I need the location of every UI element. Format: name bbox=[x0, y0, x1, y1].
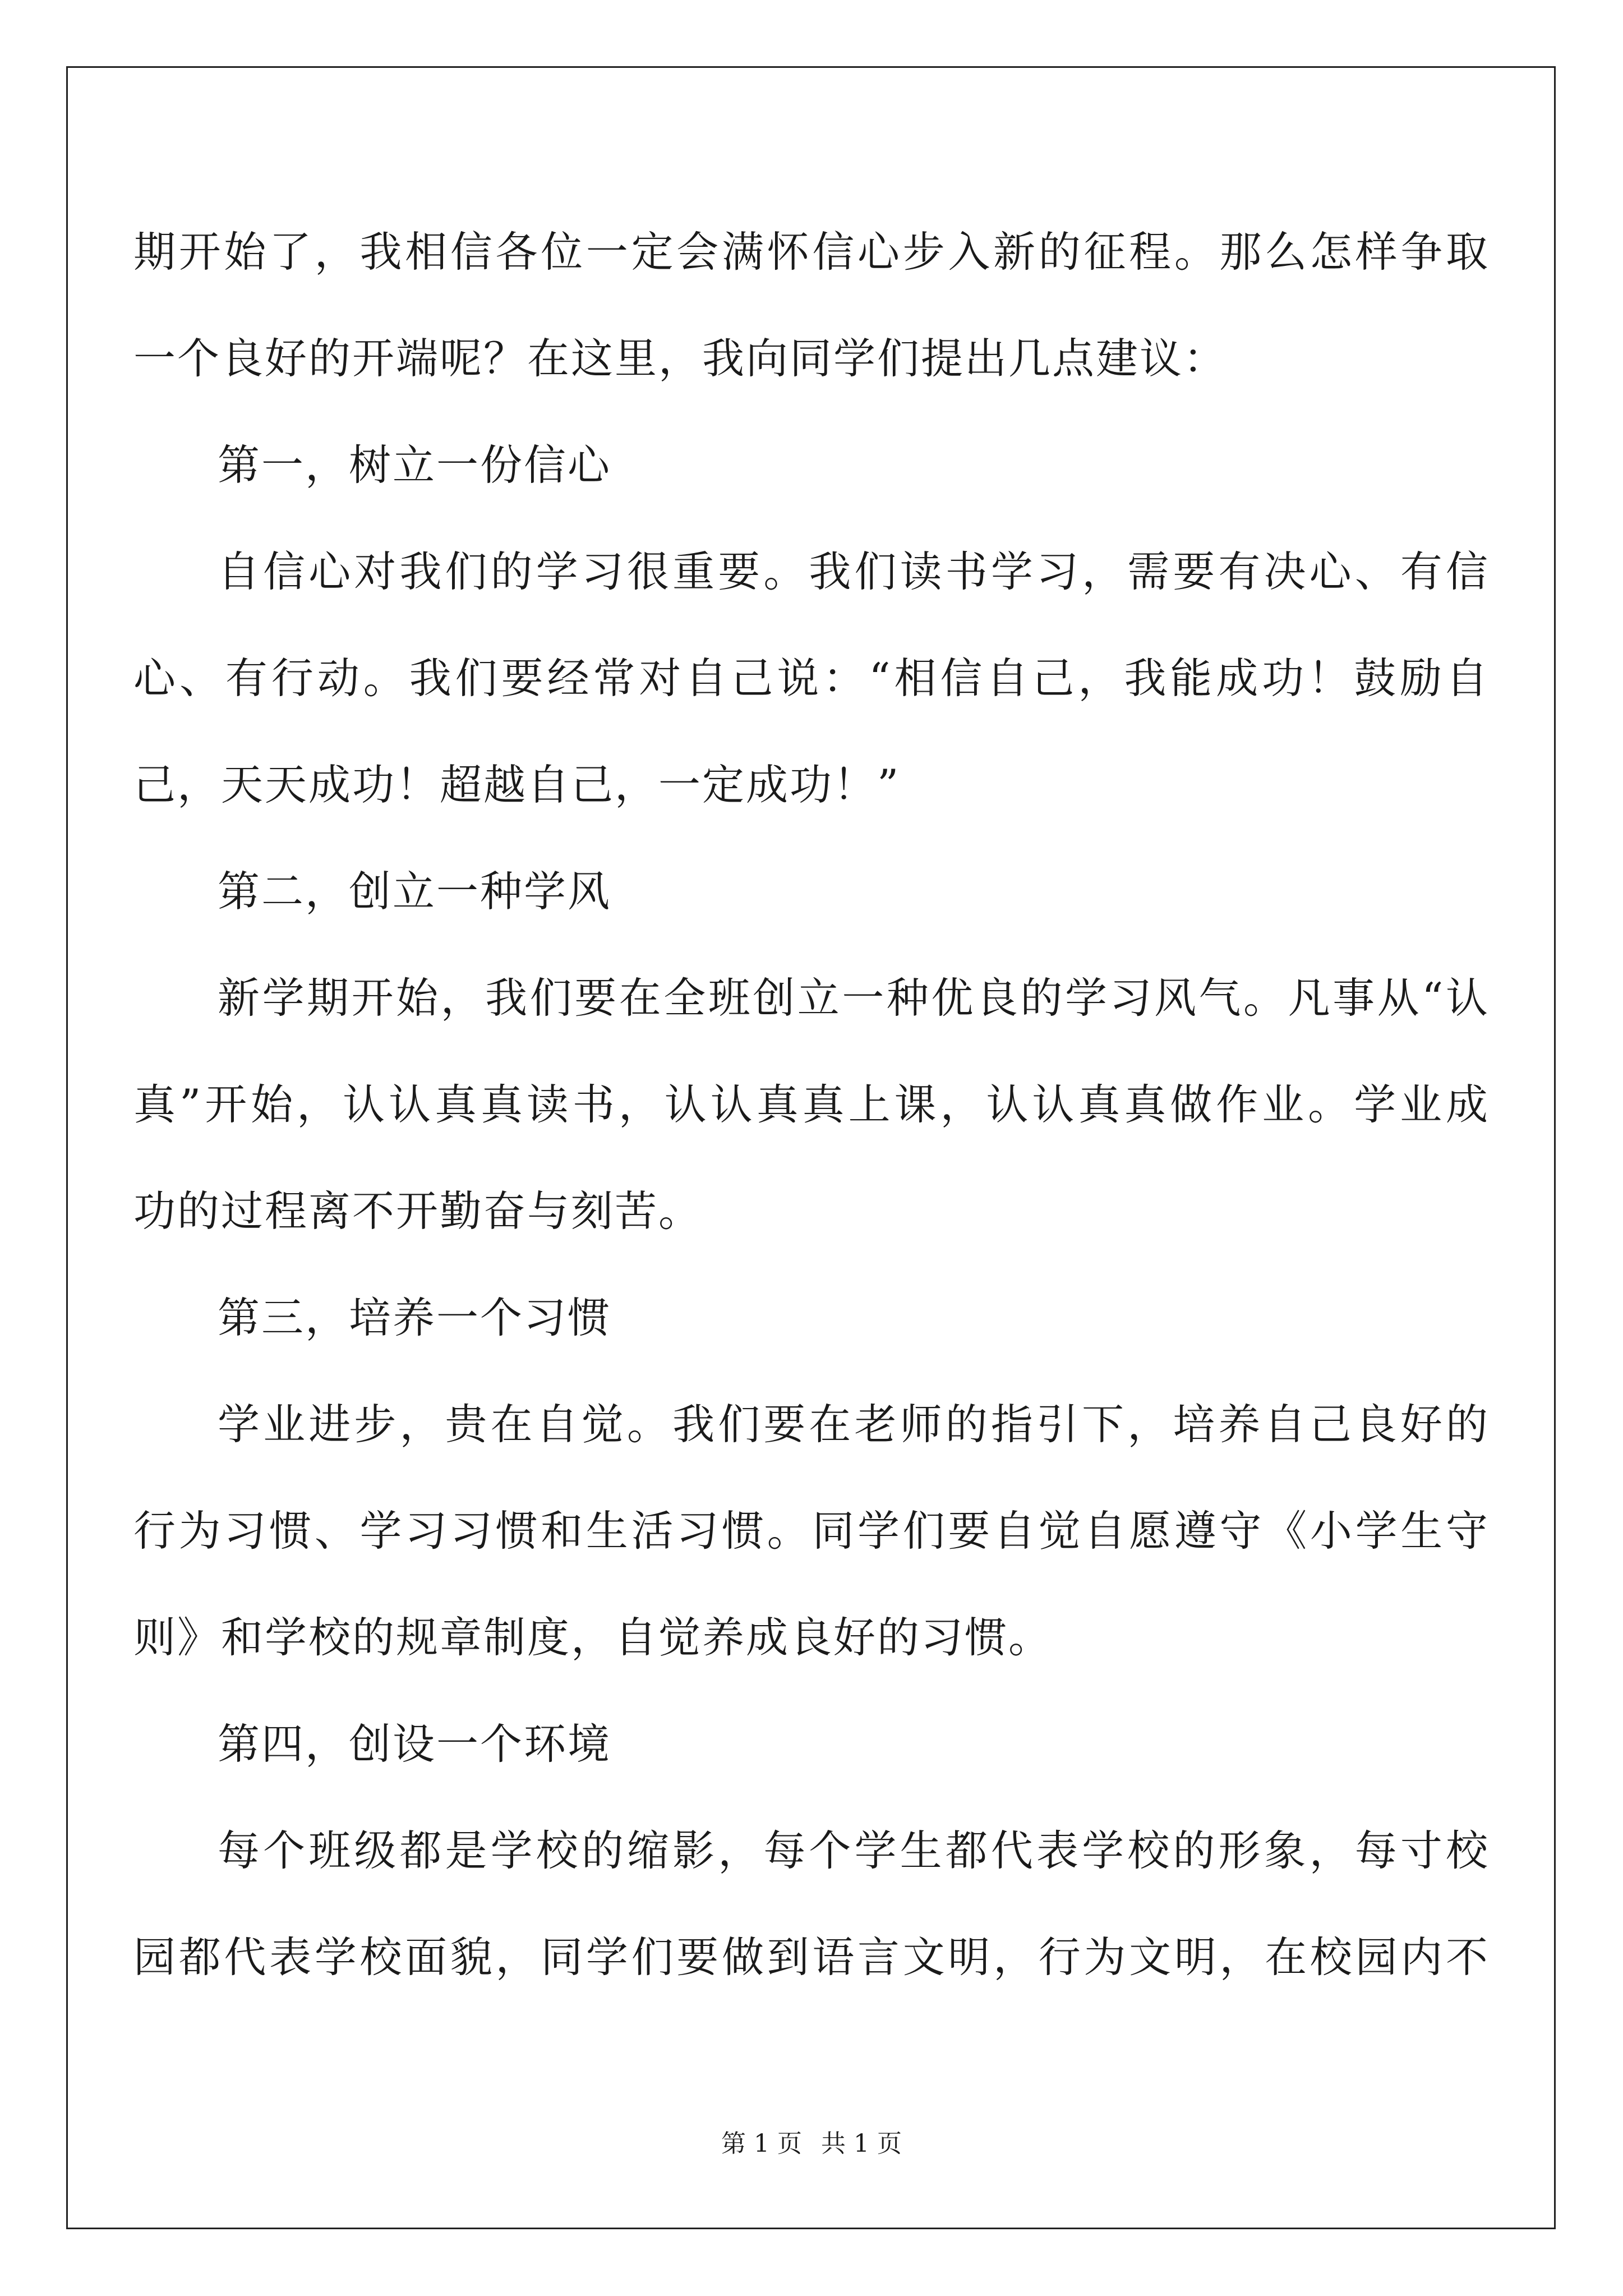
document-line: 行为习惯、学习习惯和生活习惯。同学们要自觉自愿遵守《小学生守 bbox=[133, 1506, 1490, 1556]
document-line: 学业进步，贵在自觉。我们要在老师的指引下，培养自己良好的 bbox=[218, 1400, 1490, 1449]
page-number: 第 1 页 bbox=[721, 2129, 802, 2158]
page-footer bbox=[0, 2127, 1623, 2161]
document-line: 真”开始，认认真真读书，认认真真上课，认认真真做作业。学业成 bbox=[133, 1080, 1490, 1129]
document-line: 每个班级都是学校的缩影，每个学生都代表学校的形象，每寸校 bbox=[218, 1826, 1490, 1875]
document-line: 功的过程离不开勤奋与刻苦。 bbox=[133, 1186, 703, 1236]
document-line: 第二，创立一种学风 bbox=[218, 867, 612, 916]
document-line: 己，天天成功！超越自己，一定成功！” bbox=[133, 760, 901, 809]
document-line: 第四，创设一个环境 bbox=[218, 1719, 612, 1769]
page-border bbox=[66, 66, 1556, 2229]
document-line: 一个良好的开端呢？在这里，我向同学们提出几点建议： bbox=[133, 334, 1228, 383]
document-line: 期开始了，我相信各位一定会满怀信心步入新的征程。那么怎样争取 bbox=[133, 227, 1490, 277]
document-line: 心、有行动。我们要经常对自己说：“相信自己，我能成功！鼓励自 bbox=[133, 654, 1490, 703]
document-line: 则》和学校的规章制度，自觉养成良好的习惯。 bbox=[133, 1613, 1053, 1662]
document-line: 第一，树立一份信心 bbox=[218, 440, 612, 490]
document-line: 新学期开始，我们要在全班创立一种优良的学习风气。凡事从“认 bbox=[218, 973, 1490, 1023]
document-line: 园都代表学校面貌，同学们要做到语言文明，行为文明，在校园内不 bbox=[133, 1932, 1490, 1982]
document-line: 自信心对我们的学习很重要。我们读书学习，需要有决心、有信 bbox=[218, 547, 1490, 596]
document-line: 第三，培养一个习惯 bbox=[218, 1293, 612, 1342]
page-total: 共 1 页 bbox=[821, 2129, 902, 2158]
